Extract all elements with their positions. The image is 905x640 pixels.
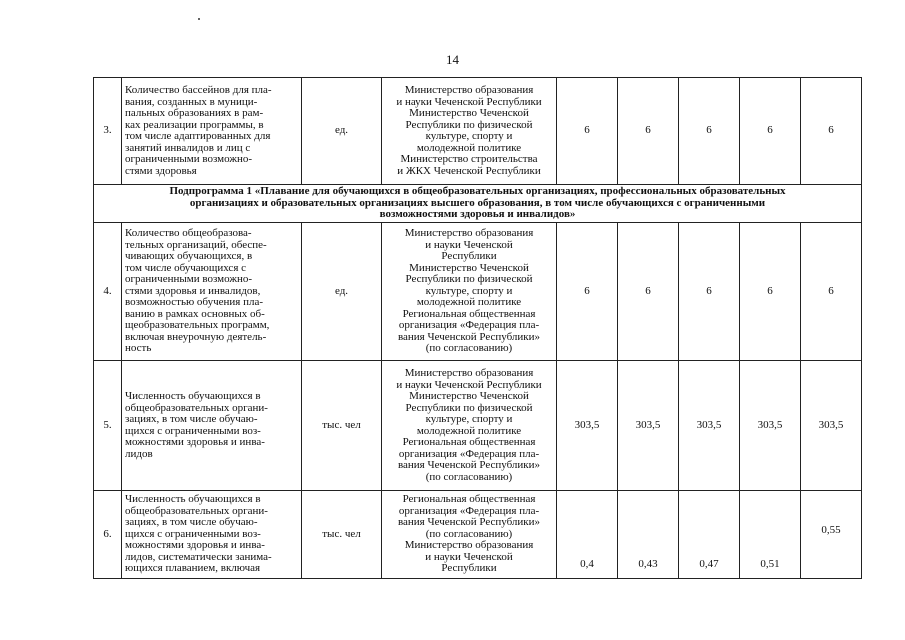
indicator-text-line: Численность обучающихся в (125, 390, 261, 402)
row-number: 5. (94, 361, 122, 491)
value-cell: 6 (557, 223, 618, 361)
indicator-text-line: том числе обучающихся с (125, 261, 247, 274)
indicator-cell (122, 491, 302, 579)
indicator-text-line: общеобразовательных органи- (125, 504, 268, 517)
responsible-text-line: Министерство образования (404, 227, 534, 240)
value-cell: 6 (801, 223, 862, 361)
responsible-text-line: организация «Федерация пла- (398, 504, 540, 517)
responsible-text-line: Региональная общественная (402, 493, 536, 506)
responsible-text-line: Республики (441, 562, 497, 575)
value-cell: 303,5 (740, 361, 801, 491)
indicator-text-line: чивающих обучающихся, в (125, 250, 253, 263)
responsible-text-line: (по согласованию) (425, 342, 513, 355)
responsible-text-line: Республики по физической (405, 273, 533, 286)
responsible-text-line: вания Чеченской Республики» (397, 459, 541, 471)
unit-cell: ед. (302, 78, 382, 185)
indicator-text-line: пальных образованиях в рам- (125, 107, 264, 119)
unit-cell: ед. (302, 223, 382, 361)
indicator-text-line: стями здоровья и инвалидов, (125, 284, 261, 297)
responsible-text-line: вания Чеченской Республики» (397, 330, 541, 343)
responsible-text-line: Республики по физической (405, 401, 533, 414)
responsible-text-line: Республики по физической (405, 118, 533, 131)
responsible-text-line: и ЖКХ Чеченской Республики (397, 164, 541, 177)
value-cell: 303,5 (801, 361, 862, 491)
page-number: 14 (446, 52, 459, 67)
responsible-cell (382, 78, 557, 185)
indicator-text-line: Количество бассейнов для пла- (125, 84, 272, 96)
responsible-text-line: культуре, спорту и (425, 130, 513, 142)
responsible-text-line: молодежной политике (416, 296, 522, 309)
scan-speck (198, 18, 200, 20)
indicator-cell (122, 223, 302, 361)
indicator-text-line: занятий инвалидов и лиц с (125, 141, 251, 154)
unit-cell: тыс. чел (302, 491, 382, 579)
indicator-text-line: ность (125, 342, 152, 355)
value-cell: 6 (679, 78, 740, 185)
indicator-text-line: ограниченными возможно- (125, 153, 252, 165)
indicator-text-line: можностями здоровья и инва- (125, 539, 265, 552)
indicator-text-line: вания, созданных в муници- (125, 95, 258, 108)
indicator-text-line: ограниченными возможно- (125, 273, 252, 286)
value-cell: 0,4 (557, 491, 618, 579)
responsible-cell (382, 223, 557, 361)
responsible-cell (382, 491, 557, 579)
responsible-text-line: и науки Чеченской Республики (396, 95, 542, 108)
responsible-text-line: Министерство Чеченской (409, 390, 529, 402)
responsible-text-line: молодежной политике (416, 141, 522, 154)
responsible-text-line: Министерство Чеченской (409, 261, 529, 274)
responsible-text-line: и науки Чеченской Республики (396, 378, 542, 391)
indicator-text-line: зациях, в том числе обучаю- (125, 413, 258, 425)
value-cell: 303,5 (618, 361, 679, 491)
responsible-text-line: вания Чеченской Республики» (397, 516, 541, 529)
indicator-cell (122, 78, 302, 185)
responsible-text-line: Республики (441, 250, 497, 263)
table-row (94, 223, 862, 361)
responsible-text-line: Министерство строительства (400, 153, 538, 165)
indicator-text-line: тельных организаций, обеспе- (125, 238, 267, 251)
responsible-text-line: организация «Федерация пла- (398, 447, 540, 460)
value-cell: 6 (618, 78, 679, 185)
responsible-text-line: Министерство образования (404, 539, 534, 552)
indicator-text-line: лидов, систематически занима- (125, 550, 272, 563)
subprogram-title-line: организациях и образовательных организациях высшего образования, в том числе обучающихся с ограниченными (189, 196, 766, 209)
responsible-text-line: и науки Чеченской (425, 238, 513, 251)
value-cell: 303,5 (679, 361, 740, 491)
responsible-text-line: Министерство Чеченской (409, 107, 529, 119)
row-number: 4. (94, 223, 122, 361)
responsible-text-line: и науки Чеченской (425, 550, 513, 563)
indicator-text-line: ющихся плаванием, включая (125, 562, 261, 575)
responsible-text-line: Региональная общественная (402, 307, 536, 320)
value-cell: 6 (740, 78, 801, 185)
subprogram-header-row (94, 185, 862, 223)
indicator-text-line: ках реализации программы, в (125, 118, 264, 131)
indicator-text-line: щихся с ограниченными воз- (125, 527, 261, 540)
subprogram-title-line: Подпрограмма 1 «Плавание для обучающихся в общеобразовательных организациях, профессиональных образовательных (169, 185, 786, 198)
value-cell: 6 (679, 223, 740, 361)
unit-cell: тыс. чел (302, 361, 382, 491)
value-cell: 303,5 (557, 361, 618, 491)
indicator-text-line: щихся с ограниченными воз- (125, 424, 261, 437)
value-cell: 0,55 (801, 491, 862, 579)
indicator-text-line: ванию в рамках основных об- (125, 307, 265, 320)
indicator-text-line: включая внеурочную деятель- (125, 330, 267, 343)
indicator-text-line: лидов (125, 447, 153, 460)
indicator-text-line: щеобразовательных программ, (125, 319, 270, 332)
value-cell: 0,47 (679, 491, 740, 579)
responsible-text-line: Министерство образования (404, 84, 534, 96)
responsible-text-line: Министерство образования (404, 367, 534, 379)
responsible-text-line: Региональная общественная (402, 436, 536, 448)
value-cell: 0,51 (740, 491, 801, 579)
indicators-table (93, 77, 862, 579)
indicator-text-line: зациях, в том числе обучаю- (125, 516, 258, 529)
responsible-text-line: (по согласованию) (425, 527, 513, 540)
table-row (94, 78, 862, 185)
responsible-text-line: (по согласованию) (425, 470, 513, 483)
row-number: 6. (94, 491, 122, 579)
responsible-text-line: культуре, спорту и (425, 284, 513, 297)
indicator-text-line: Численность обучающихся в (125, 493, 261, 506)
responsible-text-line: организация «Федерация пла- (398, 319, 540, 332)
value-cell: 0,43 (618, 491, 679, 579)
row-number: 3. (94, 78, 122, 185)
table-row (94, 361, 862, 491)
subprogram-title-line: возможностями здоровья и инвалидов» (379, 208, 576, 221)
indicator-text-line: том числе адаптированных для (125, 130, 271, 142)
responsible-text-line: культуре, спорту и (425, 413, 513, 425)
indicator-text-line: общеобразовательных органи- (125, 401, 268, 414)
subprogram-title (94, 185, 862, 223)
indicator-cell (122, 361, 302, 491)
indicator-text-line: Количество общеобразова- (125, 227, 252, 240)
indicator-text-line: возможностью обучения пла- (125, 296, 264, 309)
value-cell: 6 (618, 223, 679, 361)
indicator-text-line: стями здоровья (125, 164, 197, 177)
value-cell: 6 (557, 78, 618, 185)
responsible-cell (382, 361, 557, 491)
responsible-text-line: молодежной политике (416, 424, 522, 437)
value-cell: 6 (740, 223, 801, 361)
value-cell: 6 (801, 78, 862, 185)
table-row (94, 491, 862, 579)
indicator-text-line: можностями здоровья и инва- (125, 436, 265, 448)
